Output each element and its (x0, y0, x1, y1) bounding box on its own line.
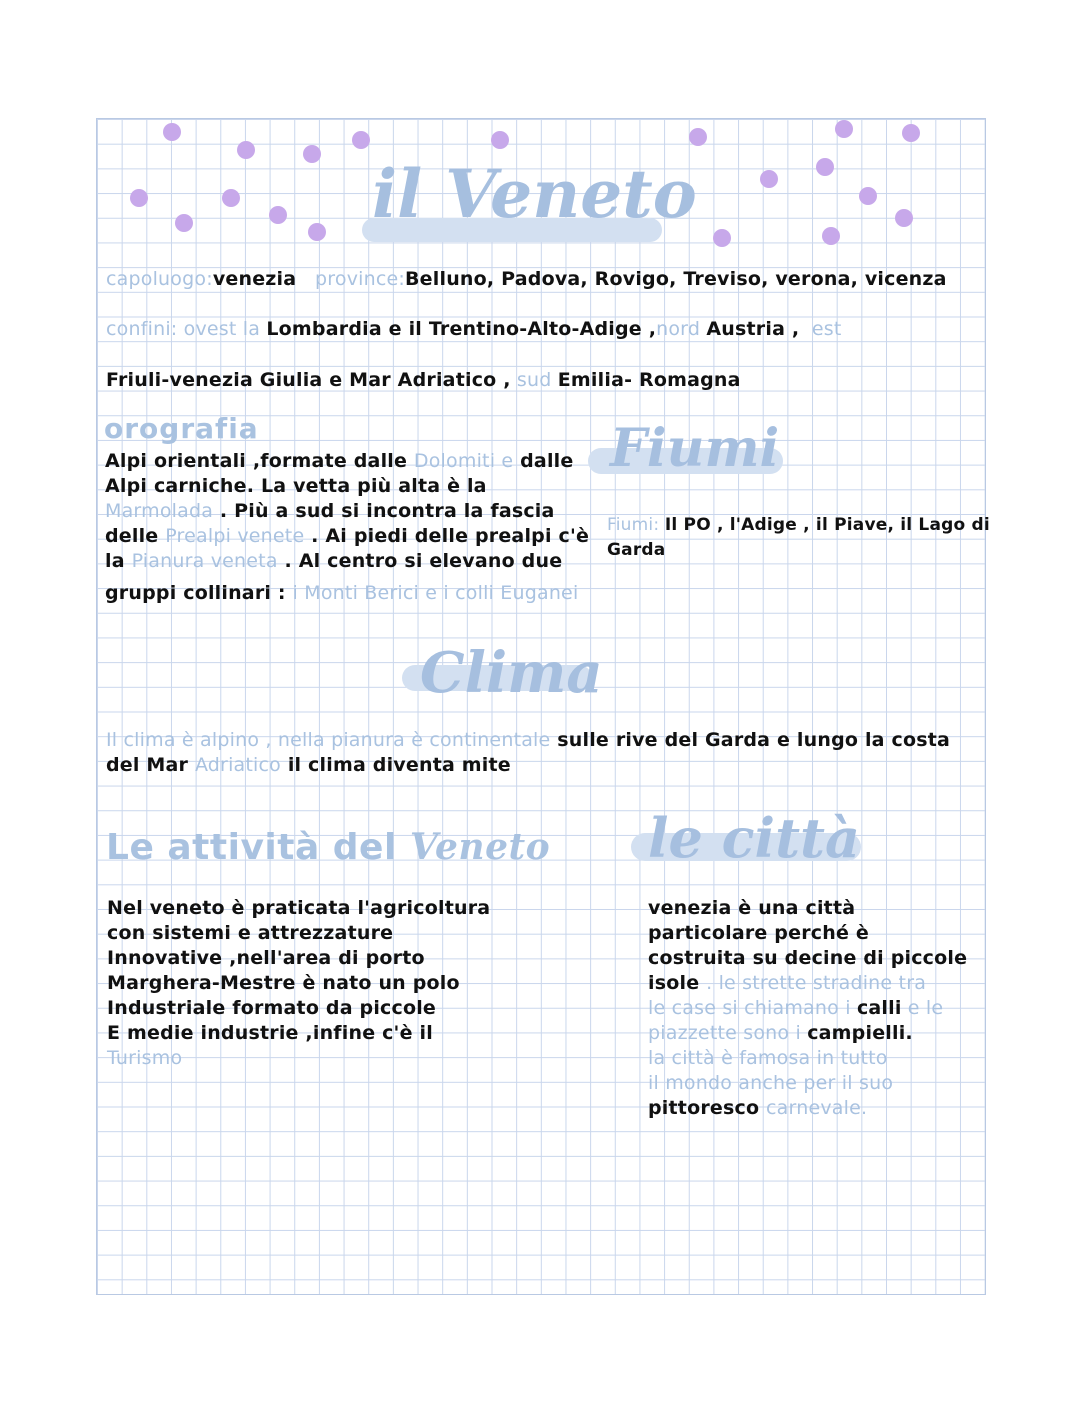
citta-line-9: pittoresco carnevale. (648, 1097, 868, 1119)
citta-line-8: il mondo anche per il suo (648, 1072, 894, 1094)
dot-icon (760, 170, 778, 188)
citta-heading: le città (648, 806, 860, 870)
orografia-line-3: Marmolada . Più a sud si incontra la fascia (105, 500, 555, 522)
orografia-heading: orografia (104, 412, 259, 445)
orografia-line-1: Alpi orientali ,formate dalle Dolomiti e dalle (105, 450, 574, 472)
attivita-line-1: Nel veneto è praticata l'agricoltura (107, 897, 491, 919)
citta-line-4: isole . le strette stradine tra (648, 972, 927, 994)
capoluogo-line (106, 268, 947, 290)
dot-icon (237, 141, 255, 159)
sud-value: Emilia- Romagna (557, 369, 741, 391)
attivita-heading: Le attività del Veneto (106, 826, 551, 868)
dot-icon (352, 131, 370, 149)
dot-icon (713, 229, 731, 247)
confini-line (106, 318, 841, 340)
attivita-line-3: Innovative ,nell'area di porto (107, 947, 425, 969)
fiumi-line-2: Garda (607, 540, 666, 560)
orografia-line-2: Alpi carniche. La vetta più alta è la (105, 475, 487, 497)
confini-line-2 (106, 369, 741, 391)
dot-icon (303, 145, 321, 163)
nord-value: Austria , (706, 318, 800, 340)
orografia-line-5: la Pianura veneta . Al centro si elevano due (105, 550, 563, 572)
sud-label: sud (516, 369, 552, 391)
fiumi-heading: Fiumi (610, 418, 780, 479)
dot-icon (859, 187, 877, 205)
citta-text (648, 896, 978, 1121)
dot-icon (902, 124, 920, 142)
attivita-text (107, 896, 490, 1071)
dot-icon (835, 120, 853, 138)
attivita-line-4: Marghera-Mestre è nato un polo (107, 972, 460, 994)
dot-icon (822, 227, 840, 245)
attivita-line-6: E medie industrie ,infine c'è il (107, 1022, 433, 1044)
nord-label: nord (656, 318, 701, 340)
page-title: il Veneto (372, 155, 697, 233)
citta-line-7: la città è famosa in tutto (648, 1047, 888, 1069)
dot-icon (895, 209, 913, 227)
fiumi-text (607, 513, 990, 563)
clima-heading: Clima (420, 640, 603, 706)
attivita-line-2: con sistemi e attrezzature (107, 922, 394, 944)
attivita-line-7: Turismo (107, 1047, 183, 1069)
est-label: est (811, 318, 842, 340)
confini-label: confini: ovest la (106, 318, 261, 340)
citta-line-2: particolare perché è (648, 922, 869, 944)
citta-line-5: le case si chiamano i calli e le (648, 997, 944, 1019)
dot-icon (491, 131, 509, 149)
dot-icon (175, 214, 193, 232)
citta-line-3: costruita su decine di piccole (648, 947, 968, 969)
fiumi-label: Fiumi: (607, 515, 665, 535)
fiumi-line-1: Fiumi: Il PO , l'Adige , il Piave, il Lago di (607, 515, 990, 535)
clima-line-2: del Mar Adriatico il clima diventa mite (106, 754, 511, 776)
clima-text (106, 728, 950, 778)
est-value: Friuli-venezia Giulia e Mar Adriatico , (106, 369, 511, 391)
dot-icon (816, 158, 834, 176)
capoluogo-label: capoluogo: (106, 268, 213, 290)
dot-icon (163, 123, 181, 141)
orografia-line-4: delle Prealpi venete . Ai piedi delle prealpi c'è (105, 525, 590, 547)
citta-line-6: piazzette sono i campielli. (648, 1022, 913, 1044)
orografia-line-6: gruppi collinari : i Monti Berici e i colli Euganei (105, 582, 579, 604)
clima-line-1: Il clima è alpino , nella pianura è continentale sulle rive del Garda e lungo la costa (106, 729, 951, 751)
dot-icon (130, 189, 148, 207)
orografia-text (105, 449, 590, 606)
capoluogo-value: venezia (212, 268, 297, 290)
province-label: province: (315, 268, 405, 290)
dot-icon (689, 128, 707, 146)
dot-icon (222, 189, 240, 207)
province-value: Belluno, Padova, Rovigo, Treviso, verona, vicenza (405, 268, 947, 290)
confini-ovest-value: Lombardia e il Trentino-Alto-Adige , (266, 318, 657, 340)
attivita-line-5: Industriale formato da piccole (107, 997, 437, 1019)
dot-icon (308, 223, 326, 241)
citta-line-1: venezia è una città (648, 897, 856, 919)
dot-icon (269, 206, 287, 224)
